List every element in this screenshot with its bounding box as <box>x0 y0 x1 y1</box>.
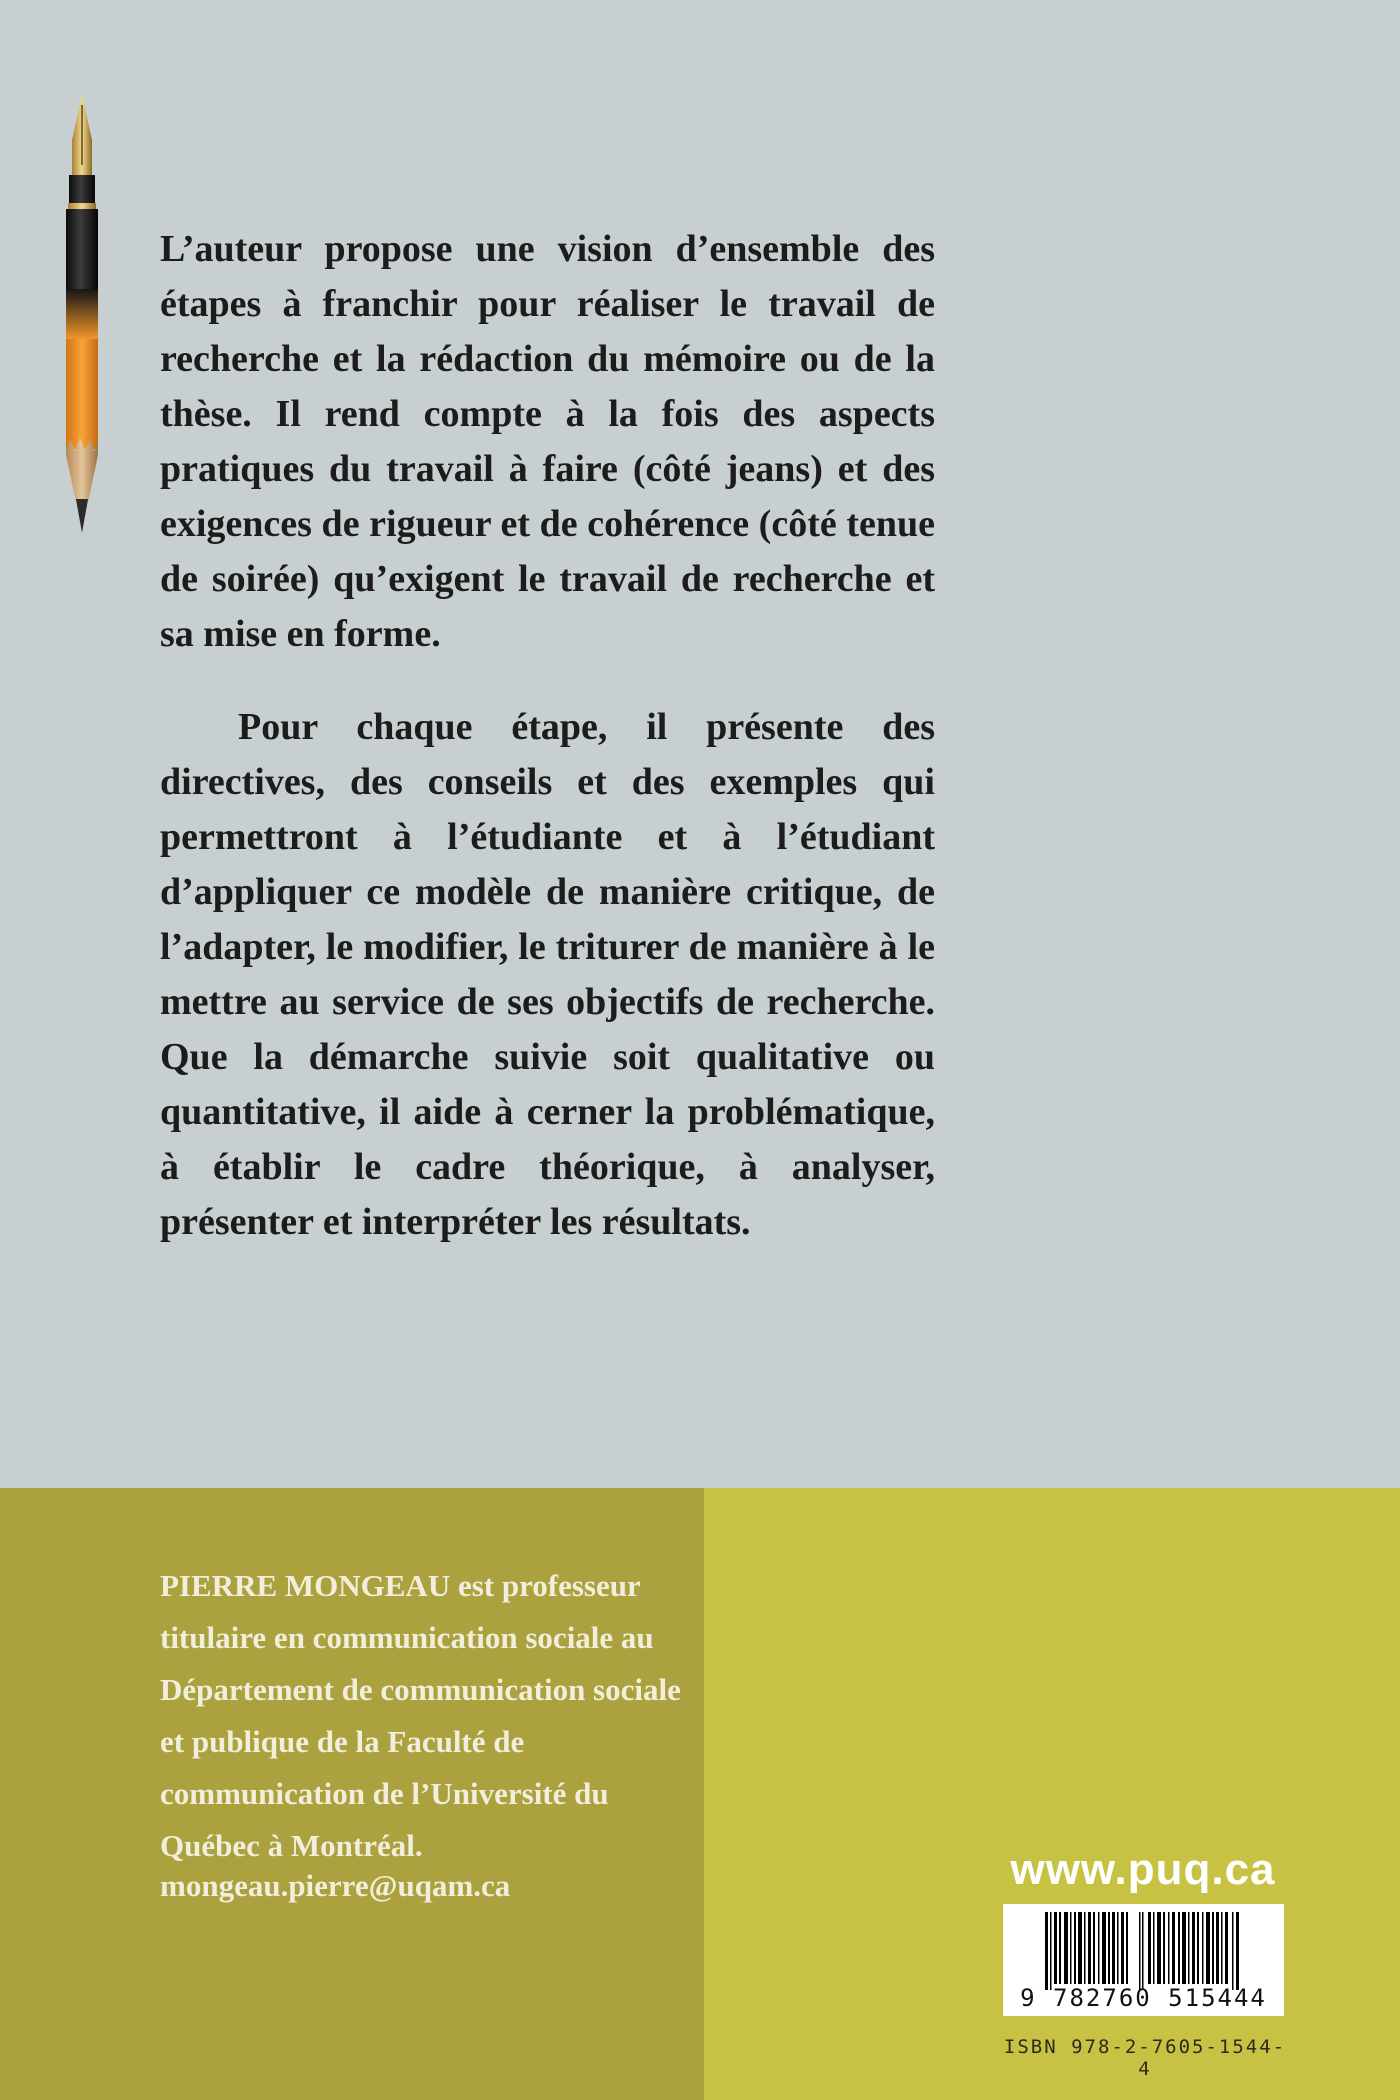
publisher-website: www.puq.ca <box>1010 1845 1276 1894</box>
barcode-number: 9 782760 515444 <box>1020 1984 1267 2012</box>
pen-pencil-icon <box>52 95 112 555</box>
isbn-label: ISBN 978-2-7605-1544-4 <box>1003 2036 1287 2080</box>
author-bio: PIERRE MONGEAU est professeur titulaire en communication sociale au Département de communication sociale et publique de la Faculté de communication de l’Université du Québec à Montréal. <box>160 1568 681 1863</box>
description-paragraph-2: Pour chaque étape, il présente des directives, des conseils et des exemples qui permettront à l’étudiante et à l’étudiant d’appliquer ce modèle de manière critique, de l’adapter, le modifier, le triturer de manière à le mettre au service de ses objectifs de recherche. Que la démarche suivie soit qualitative ou quantitative, il aide à cerner la problématique, à établir le cadre théorique, à analyser, présenter et interpréter les résultats. <box>160 706 935 1243</box>
author-email: mongeau.pierre@uqam.ca <box>160 1868 511 1903</box>
description-paragraph-1: L’auteur propose une vision d’ensemble des étapes à franchir pour réaliser le travail de recherche et la rédaction du mémoire ou de la thèse. Il rend compte à la fois des aspects pratiques du travail à faire (côté jeans) et des exigences de rigueur et de cohérence (côté tenue de soirée) qu’exigent le travail de recherche et sa mise en forme. <box>160 228 935 655</box>
